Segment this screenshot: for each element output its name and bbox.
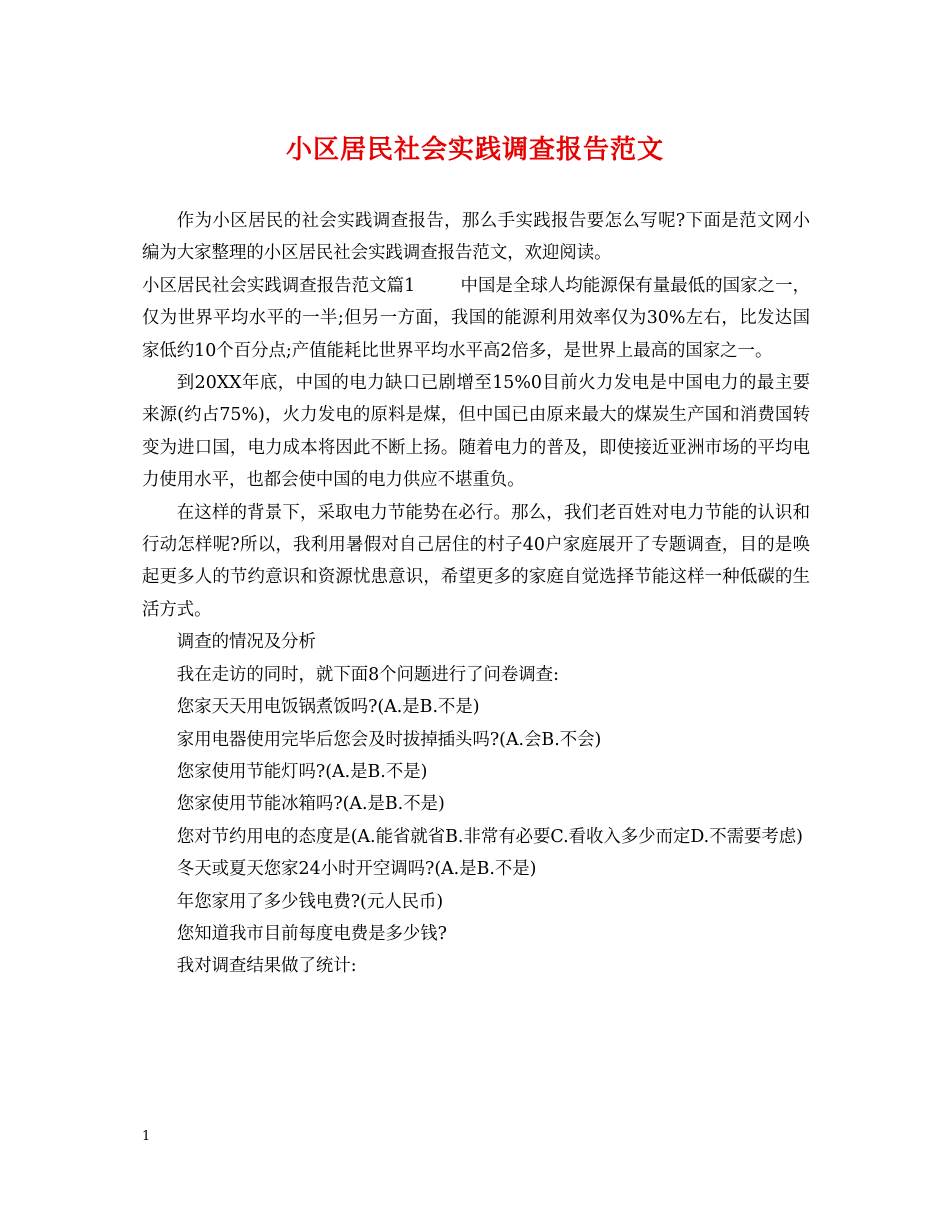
survey-question: 您家使用节能灯吗?(A.是B.不是) xyxy=(176,761,428,782)
survey-question: 您知道我市目前每度电费是多少钱? xyxy=(176,923,447,944)
section-first-paragraph-text: 中国是全球人均能源保有量最低的国家之一，仅为世界平均水平的一半;但另一方面，我国的能源利用效率仅为30%左右，比发达国家低约10个百分点;产值能耗比世界平均水平高2倍多，是世界上最高的国家之一。 xyxy=(142,275,810,361)
closing-paragraph: 我对调查结果做了统计: xyxy=(176,956,357,977)
survey-question: 家用电器使用完毕后您会及时拔掉插头吗?(A.会B.不会) xyxy=(176,729,602,750)
section-heading: 小区居民社会实践调查报告范文篇1 xyxy=(142,275,416,296)
intro-paragraph: 作为小区居民的社会实践调查报告，那么手实践报告要怎么写呢?下面是范文网小编为大家整理的小区居民社会实践调查报告范文，欢迎阅读。 xyxy=(142,211,810,264)
survey-question: 冬天或夏天您家24小时开空调吗?(A.是B.不是) xyxy=(176,859,537,880)
survey-question: 您家天天用电饭锅煮饭吗?(A.是B.不是) xyxy=(176,697,480,718)
document-title: 小区居民社会实践调查报告范文 xyxy=(285,135,664,165)
paragraph: 到20XX年底，中国的电力缺口已剧增至15%0目前火力发电是中国电力的最主要来源(约占75%)，火力发电的原料是煤，但中国已由原来最大的煤炭生产国和消费国转变为进口国，电力成本将因此不断上扬。随着电力的普及，即使接近亚洲市场的平均电力使用水平，也都会使中国的电力供应不堪重负。 xyxy=(142,373,810,491)
paragraph: 我在走访的同时，就下面8个问题进行了问卷调查: xyxy=(176,664,559,685)
survey-question: 年您家用了多少钱电费?(元人民币) xyxy=(176,891,444,912)
section-first-paragraph xyxy=(142,270,810,367)
paragraph: 在这样的背景下，采取电力节能势在必行。那么，我们老百姓对电力节能的认识和行动怎样呢?所以，我利用暑假对自己居住的村子40户家庭展开了专题调查，目的是唤起更多人的节约意识和资源忧患意识，希望更多的家庭自觉选择节能这样一种低碳的生活方式。 xyxy=(142,502,810,620)
survey-question: 您家使用节能冰箱吗?(A.是B.不是) xyxy=(176,794,445,815)
survey-question: 您对节约用电的态度是(A.能省就省B.非常有必要C.看收入多少而定D.不需要考虑) xyxy=(176,826,803,847)
document-body xyxy=(142,205,810,983)
page-number: 1 xyxy=(142,1129,151,1144)
subheading-survey-analysis: 调查的情况及分析 xyxy=(176,632,316,653)
